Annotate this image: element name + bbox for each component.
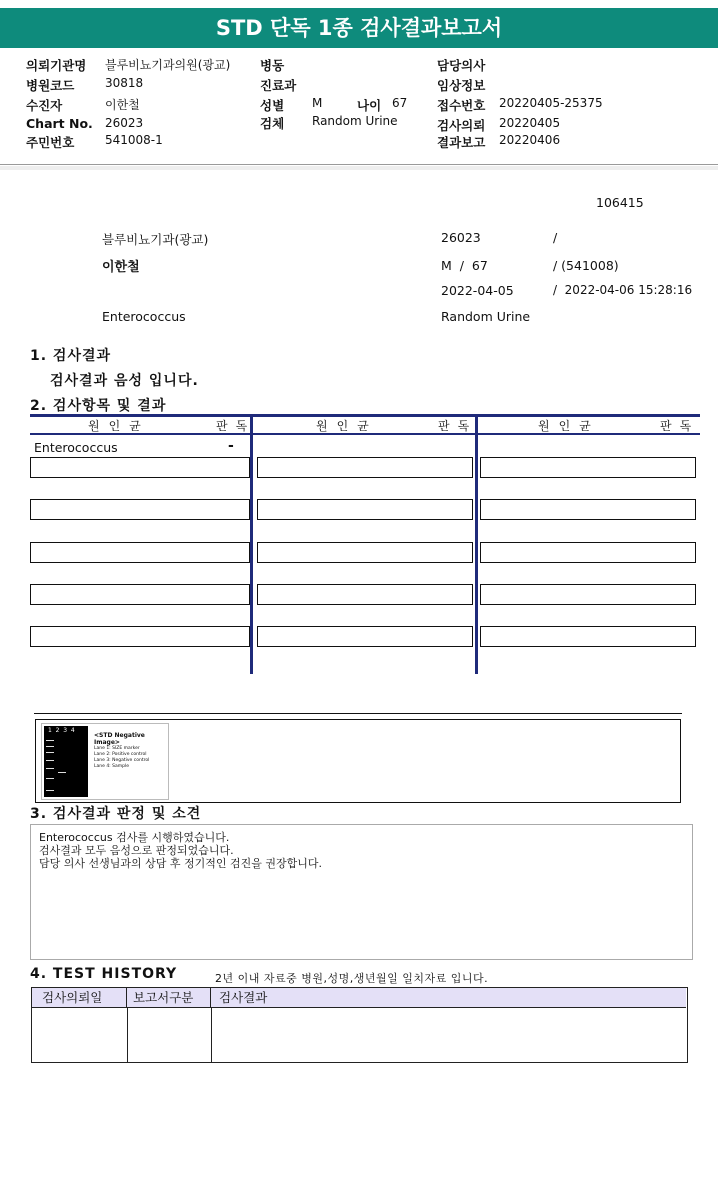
results-table-divider-1: [250, 414, 253, 674]
value-hospital-name: 블루비뇨기과의원(광교): [105, 58, 231, 72]
info-test: Enterococcus: [102, 309, 186, 324]
history-col-report-type: 보고서구분: [127, 988, 211, 1007]
judge-header-2: 판독: [438, 419, 478, 433]
gel-legend-item: Lane 3: Negative control: [94, 758, 150, 763]
results-table-divider-2: [475, 414, 478, 674]
label-request-date: 검사의뢰: [437, 118, 486, 133]
info-sex-age: M / 67: [441, 258, 488, 273]
result-value: -: [228, 438, 234, 454]
info-specimen: Random Urine: [441, 309, 531, 324]
value-sex: M: [312, 96, 323, 110]
info-slash: /: [553, 230, 558, 245]
col-header-1: 원인균: [88, 419, 150, 433]
section2-title: 2. 검사항목 및 결과: [30, 398, 167, 414]
label-sex: 성별: [260, 98, 285, 113]
result-name: Enterococcus: [34, 440, 118, 455]
label-doctor: 담당의사: [437, 58, 486, 73]
info-patient-name: 이한철: [102, 260, 140, 275]
section3-title: 3. 검사결과 판정 및 소견: [30, 806, 202, 822]
history-col-result: 검사결과: [211, 988, 686, 1007]
value-report-date: 20220406: [499, 133, 561, 147]
header-divider: [0, 164, 718, 165]
gel-image-frame: [35, 719, 681, 803]
value-receipt-no: 20220405-25375: [499, 96, 603, 110]
history-divider-1: [127, 1008, 128, 1062]
result-box: [257, 542, 473, 563]
gel-legend-item: Lane 4: Sample: [94, 764, 129, 769]
result-box: [480, 584, 696, 605]
label-report-date: 결과보고: [437, 135, 486, 150]
result-box: [30, 626, 250, 647]
results-table: [30, 414, 700, 676]
header-info: [0, 52, 718, 162]
gel-legend-item: Lane 1: SIZE marker: [94, 746, 140, 751]
col-header-2: 원인균: [316, 419, 378, 433]
judge-header-1: 판독: [216, 419, 256, 433]
label-hospital-code: 병원코드: [26, 78, 75, 93]
gel-image: [44, 726, 88, 797]
info-date: 2022-04-05: [441, 283, 514, 298]
value-chart-no: 26023: [105, 116, 144, 130]
label-clinical-info: 임상정보: [437, 78, 486, 93]
opinion-line: Enterococcus 검사를 시행하였습니다.: [39, 831, 230, 844]
opinion-line: 검사결과 모두 음성으로 판정되었습니다.: [39, 844, 234, 857]
result-box: [480, 542, 696, 563]
result-box: [480, 626, 696, 647]
result-box: [30, 499, 250, 520]
result-box: [480, 499, 696, 520]
label-specimen: 검체: [260, 116, 285, 131]
result-box: [257, 457, 473, 478]
result-box: [257, 584, 473, 605]
section1-title: 1. 검사결과: [30, 348, 112, 364]
label-receipt-no: 접수번호: [437, 98, 486, 113]
image-top-rule: [34, 713, 682, 714]
value-specimen: Random Urine: [312, 114, 398, 128]
history-divider-2: [211, 1008, 212, 1062]
opinion-box: [30, 824, 693, 960]
value-resident-no: 541008-1: [105, 133, 163, 147]
opinion-line: 담당 의사 선생님과의 상담 후 정기적인 검진을 권장합니다.: [39, 857, 322, 870]
history-table: [31, 987, 688, 1063]
result-box: [257, 499, 473, 520]
history-col-request-date: 검사의뢰일: [32, 988, 127, 1007]
value-age: 67: [392, 96, 408, 110]
header-divider-shadow: [0, 166, 718, 170]
col-header-3: 원인균: [538, 419, 600, 433]
label-hospital-name: 의뢰기관명: [26, 58, 87, 73]
result-box: [30, 542, 250, 563]
gel-title: <STD Negative Image>: [94, 732, 145, 746]
gel-legend-item: Lane 2: Positive control: [94, 752, 147, 757]
result-box: [257, 626, 473, 647]
report-title: STD 단독 1종 검사결과보고서: [0, 8, 718, 48]
judge-header-3: 판독: [660, 419, 700, 433]
label-chart-no: Chart No.: [26, 116, 93, 131]
result-box: [30, 584, 250, 605]
label-department: 진료과: [260, 78, 297, 93]
info-code: 106415: [596, 195, 644, 210]
value-patient: 이한철: [105, 98, 140, 112]
info-report-time: / 2022-04-06 15:28:16: [553, 283, 693, 297]
result-box: [480, 457, 696, 478]
value-request-date: 20220405: [499, 116, 561, 130]
history-header-row: [32, 988, 686, 1008]
label-patient: 수진자: [26, 98, 63, 113]
section4-title: 4. TEST HISTORY: [30, 966, 178, 982]
label-resident-no: 주민번호: [26, 135, 75, 150]
value-hospital-code: 30818: [105, 76, 144, 90]
result-box: [30, 457, 250, 478]
section1-text: 검사결과 음성 입니다.: [50, 373, 199, 389]
history-note: 2년 이내 자료중 병원,성명,생년월일 일치자료 입니다.: [215, 972, 489, 985]
label-age: 나이: [357, 98, 382, 113]
gel-lanes: 1 2 3 4: [48, 727, 75, 734]
label-ward: 병동: [260, 58, 285, 73]
info-hospital: 블루비뇨기과(광교): [102, 232, 209, 247]
info-dob: / (541008): [553, 258, 619, 273]
info-chart: 26023: [441, 230, 481, 245]
gel-image-panel: [41, 723, 169, 800]
gel-legend: [94, 746, 149, 770]
